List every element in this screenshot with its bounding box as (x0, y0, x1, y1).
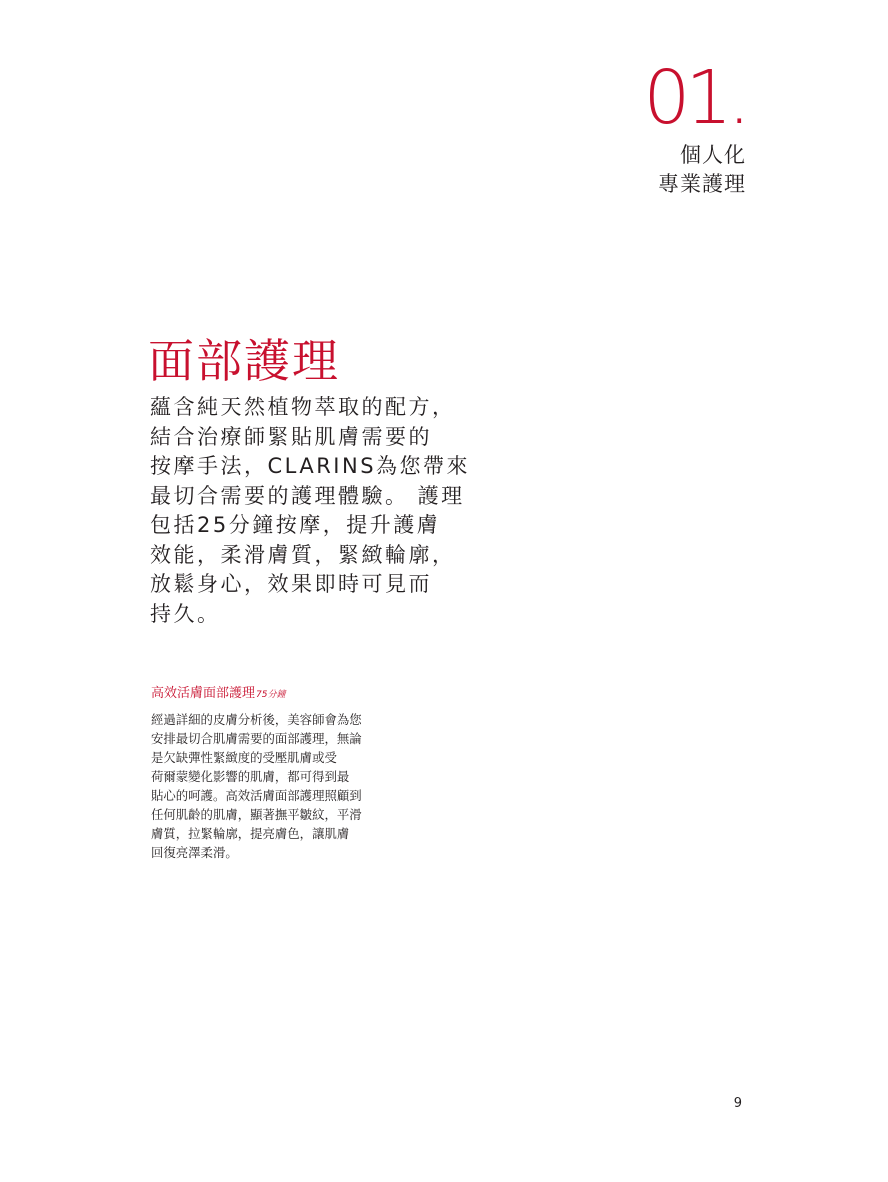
treatment-line: 任何肌齡的肌膚，顯著撫平皺紋，平滑 (151, 807, 362, 822)
page-title: 面部護理 (148, 334, 340, 388)
page-number: 9 (733, 1096, 742, 1111)
intro-line: 包括25分鐘按摩，提升護膚 (150, 513, 441, 537)
treatment-line: 是欠缺彈性緊緻度的受壓肌膚或受 (151, 750, 337, 765)
treatment-line: 荷爾蒙變化影響的肌膚，都可得到最 (151, 769, 350, 784)
treatment-line: 貼心的呵護。高效活膚面部護理照顧到 (151, 788, 362, 803)
treatment-duration: 75分鐘 (256, 690, 286, 700)
treatment-line: 膚質，拉緊輪廓，提亮膚色，讓肌膚 (151, 826, 350, 841)
treatment-line: 回復亮澤柔滑。 (151, 845, 238, 860)
treatment-title: 高效活膚面部護理 (151, 686, 256, 701)
section-label-line: 專業護理 (658, 172, 746, 196)
treatment-heading (151, 684, 285, 705)
treatment-line: 安排最切合肌膚需要的面部護理，無論 (151, 731, 362, 746)
intro-line: 最切合需要的護理體驗。 護理 (150, 483, 465, 508)
intro-line: 結合治療師緊貼肌膚需要的 (150, 424, 432, 449)
intro-line: 蘊含純天然植物萃取的配方， (150, 395, 456, 419)
treatment-description (151, 710, 407, 862)
section-label-line: 個人化 (680, 143, 746, 167)
intro-line: 放鬆身心，效果即時可見而 (150, 572, 432, 596)
intro-paragraph (150, 393, 471, 629)
intro-line: 持久。 (150, 601, 221, 626)
section-number: 01. (643, 55, 746, 141)
intro-line: 效能，柔滑膚質，緊緻輪廓， (150, 542, 456, 567)
intro-line: 按摩手法，CLARINS為您帶來 (150, 454, 471, 478)
treatment-line: 經過詳細的皮膚分析後，美容師會為您 (151, 712, 362, 727)
section-label (658, 141, 746, 199)
